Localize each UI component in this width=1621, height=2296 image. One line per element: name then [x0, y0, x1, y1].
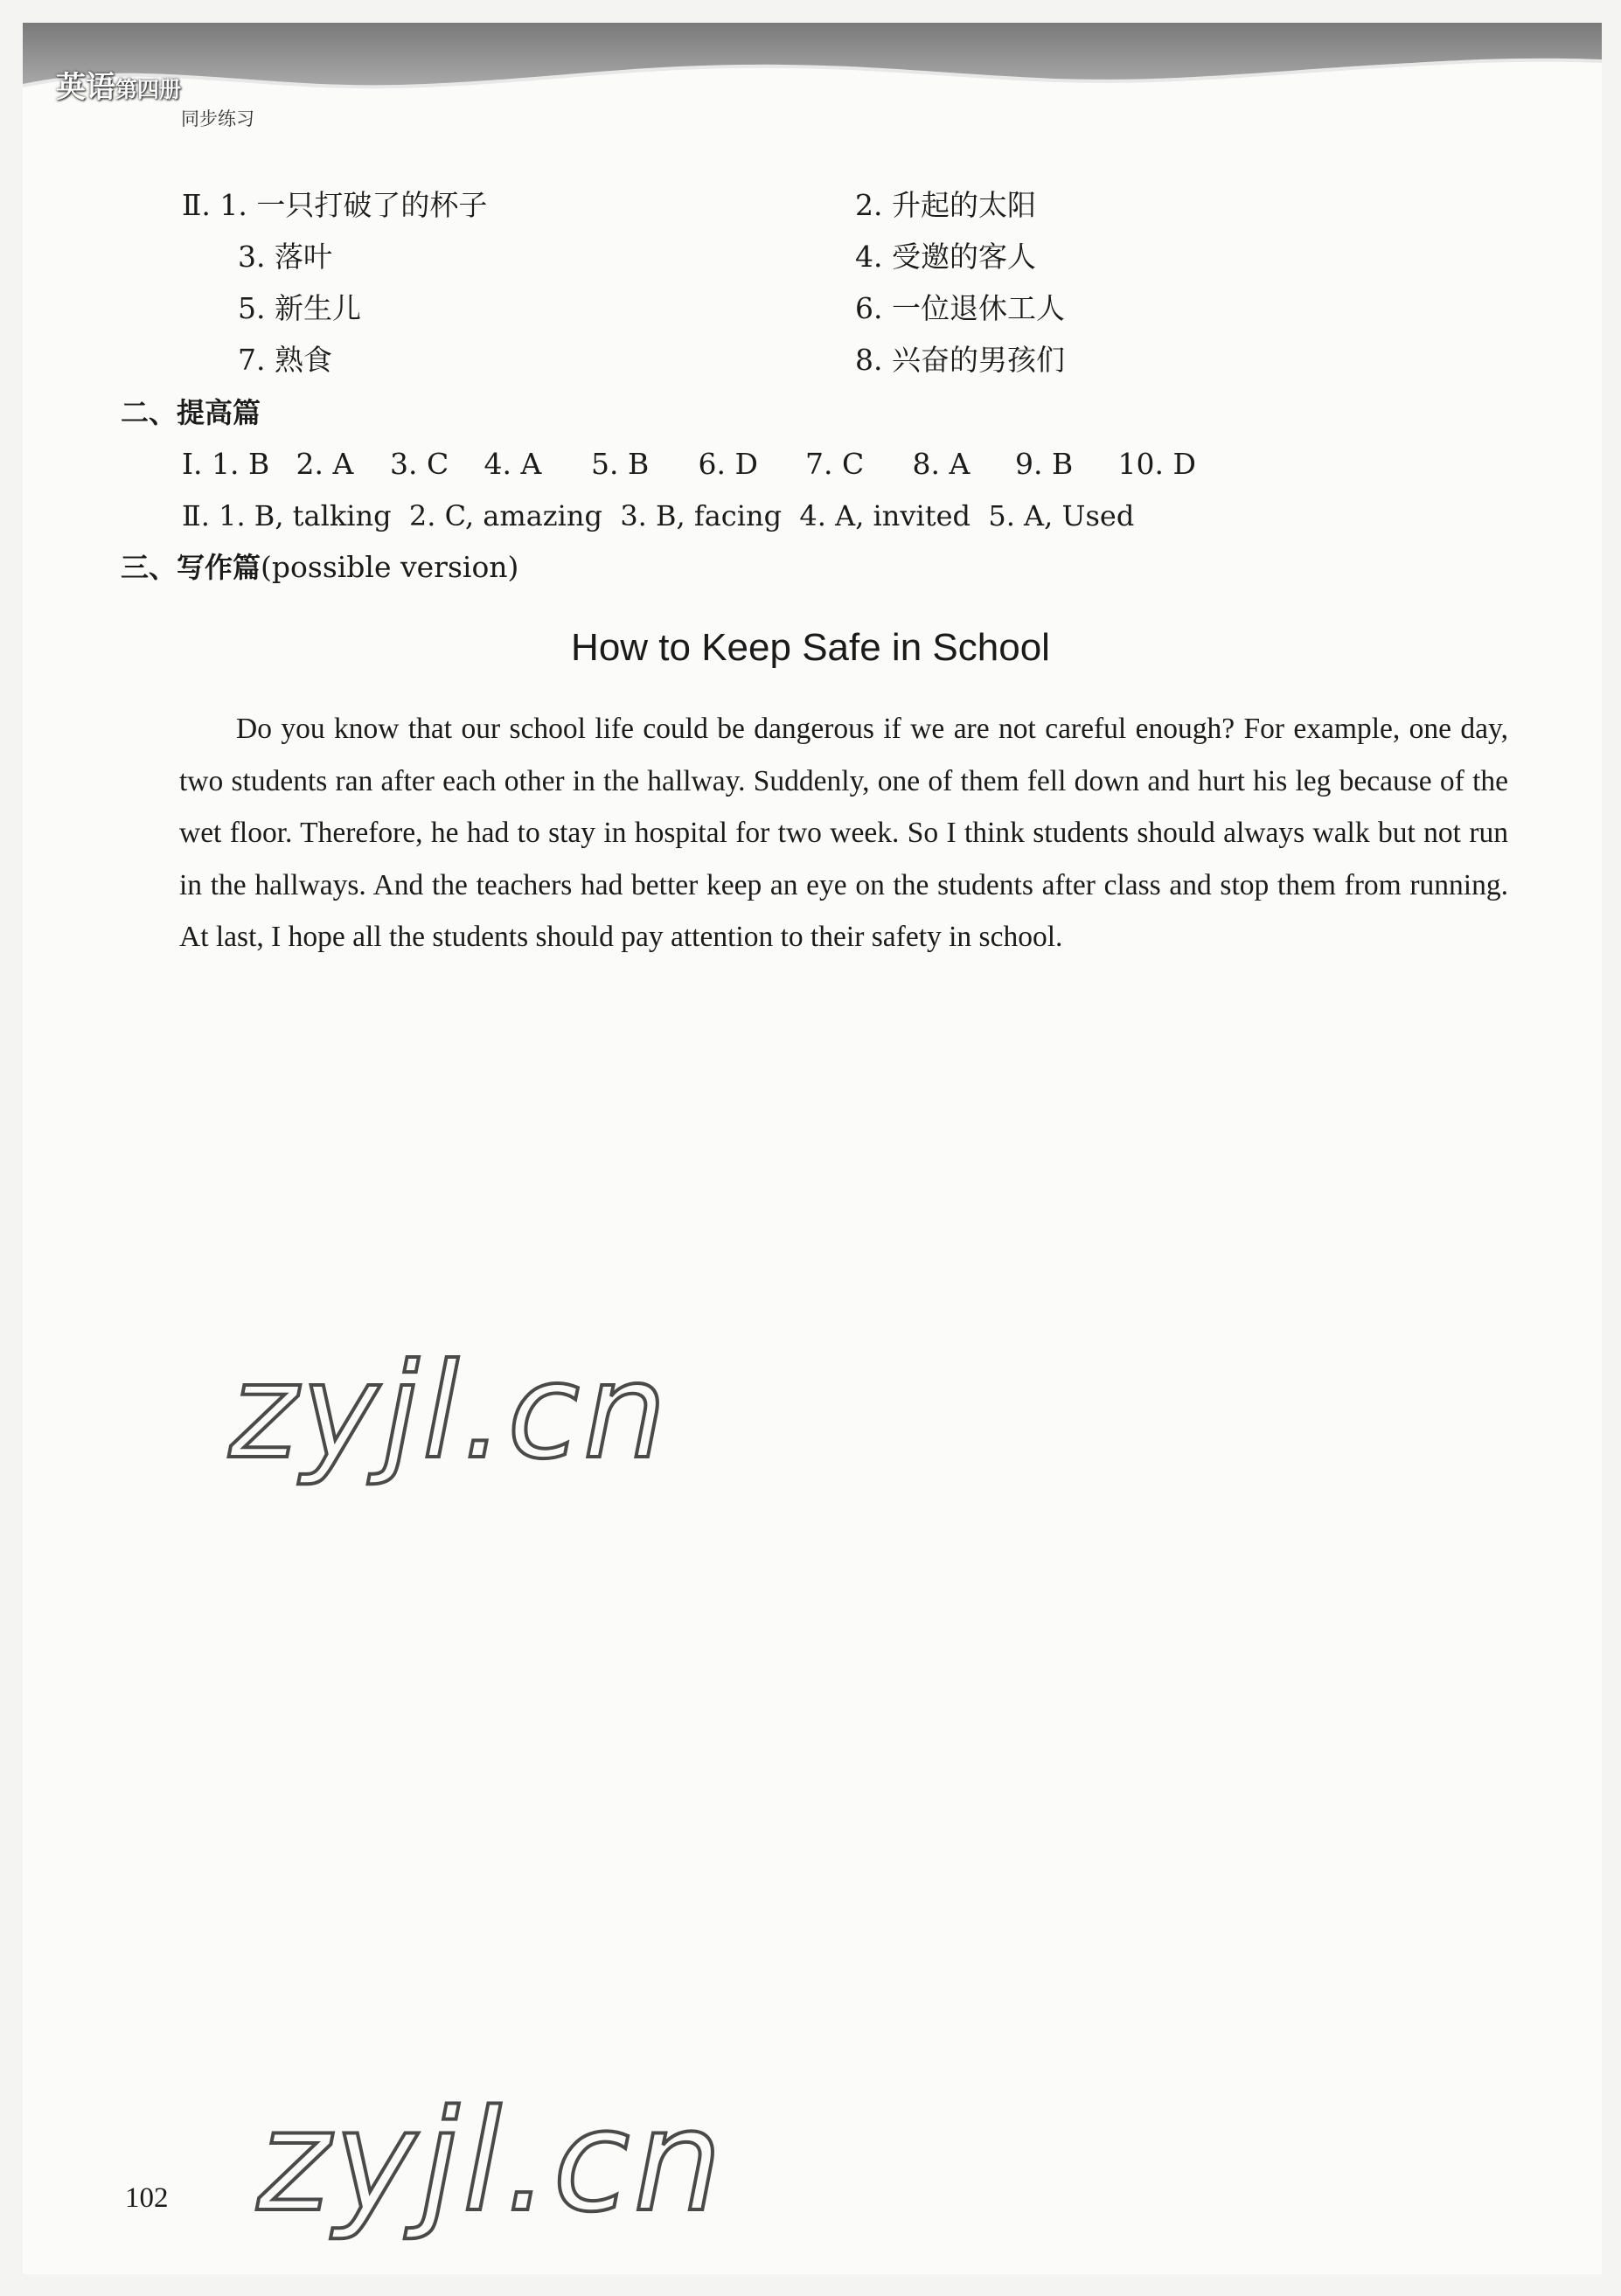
- section3-heading: 三、写作篇: [121, 551, 261, 584]
- part2-item-8: 8. 兴奋的男孩们: [855, 343, 1065, 377]
- part2-item-5: 5. 新生儿: [238, 291, 361, 325]
- part2-item-6: 6. 一位退休工人: [855, 291, 1065, 325]
- part2-item-7: 7. 熟食: [238, 343, 332, 377]
- book-subtitle: 同步练习: [181, 108, 254, 129]
- essay-title: How to Keep Safe in School: [571, 626, 1050, 669]
- part2-item-4: 4. 受邀的客人: [855, 240, 1036, 274]
- essay-body: Do you know that our school life could be dangerous if we are not careful enough? For example, one day, two students ran after each other in the hallway. Suddenly, one of them fell down and hurt his leg because of the wet floor. Therefore, he had to stay in hospital for two week. So I think students should always walk but not run in the hallways. And the teachers had better keep an eye on the students after class and stop them from running. At last, I hope all the students should pay attention to their safety in school.: [179, 713, 1508, 953]
- section2-part2-answers: Ⅱ. 1. B, talking 2. C, amazing 3. B, facing 4. A, invited 5. A, Used: [182, 499, 1135, 532]
- book-title: 英语第四册: [56, 70, 182, 105]
- section2-part1-answers: Ⅰ. 1. B 2. A 3. C 4. A 5. B 6. D 7. C 8. A 9. B 10. D: [182, 447, 1196, 481]
- section3-note: (possible version): [261, 550, 519, 584]
- part2-row-1: Ⅱ. 1. 一只打破了的杯子: [182, 188, 488, 222]
- header-band: [23, 23, 1602, 110]
- page-number: 102: [125, 2182, 169, 2214]
- part2-item-3: 3. 落叶: [238, 240, 332, 274]
- part2-item-2: 2. 升起的太阳: [855, 188, 1036, 222]
- section2-heading: 二、提高篇: [121, 396, 261, 429]
- watermark-logo: zyjl.cn: [229, 1336, 671, 1488]
- section3-heading-line: [121, 550, 518, 585]
- watermark-logo: zyjl.cn: [257, 2079, 726, 2243]
